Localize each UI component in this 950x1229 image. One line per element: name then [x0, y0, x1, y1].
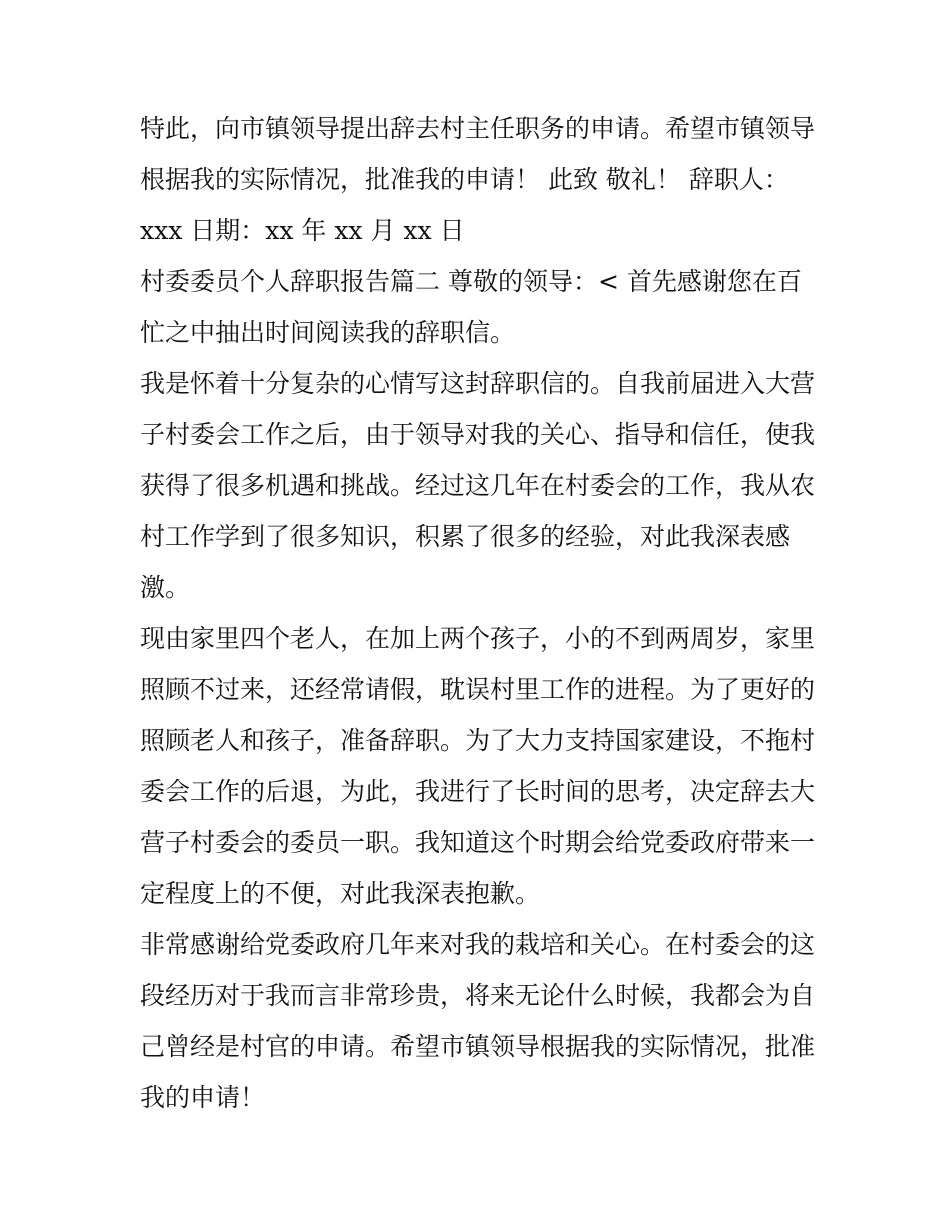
text-line: 我的申请！ [140, 1083, 266, 1112]
text-line: 特此，向市镇领导提出辞去村主任职务的申请。希望市镇领导 [140, 114, 816, 143]
text-line: 现由家里四个老人，在加上两个孩子，小的不到两周岁，家里 [140, 624, 816, 653]
document-body [140, 103, 830, 1123]
text-line: 根据我的实际情况，批准我的申请！ 此致 敬礼！ 辞职人： [140, 165, 789, 194]
text-line: 村工作学到了很多知识，积累了很多的经验，对此我深表感 [140, 522, 791, 551]
text-line: 非常感谢给党委政府几年来对我的栽培和关心。在村委会的这 [140, 930, 816, 959]
text-line: 激。 [140, 573, 191, 602]
text-line: 段经历对于我而言非常珍贵，将来无论什么时候，我都会为自 [140, 981, 816, 1010]
text-line: 照顾不过来，还经常请假，耽误村里工作的进程。为了更好的 [140, 675, 816, 704]
text-line: xxx 日期：xx 年 xx 月 xx 日 [140, 216, 465, 245]
text-line: 忙之中抽出时间阅读我的辞职信。 [140, 318, 516, 347]
text-line: 获得了很多机遇和挑战。经过这几年在村委会的工作，我从农 [140, 471, 816, 500]
text-line: 委会工作的后退，为此，我进行了长时间的思考，决定辞去大 [140, 777, 816, 806]
text-line: 定程度上的不便，对此我深表抱歉。 [140, 879, 541, 908]
text-line: 己曾经是村官的申请。希望市镇领导根据我的实际情况，批准 [140, 1032, 816, 1061]
text-line: 照顾老人和孩子，准备辞职。为了大力支持国家建设，不拖村 [140, 726, 816, 755]
text-line: 村委委员个人辞职报告篇二 尊敬的领导：< 首先感谢您在百 [140, 267, 802, 296]
text-line: 营子村委会的委员一职。我知道这个时期会给党委政府带来一 [140, 828, 816, 857]
text-line: 子村委会工作之后，由于领导对我的关心、指导和信任，使我 [140, 420, 816, 449]
text-line: 我是怀着十分复杂的心情写这封辞职信的。自我前届进入大营 [140, 369, 816, 398]
